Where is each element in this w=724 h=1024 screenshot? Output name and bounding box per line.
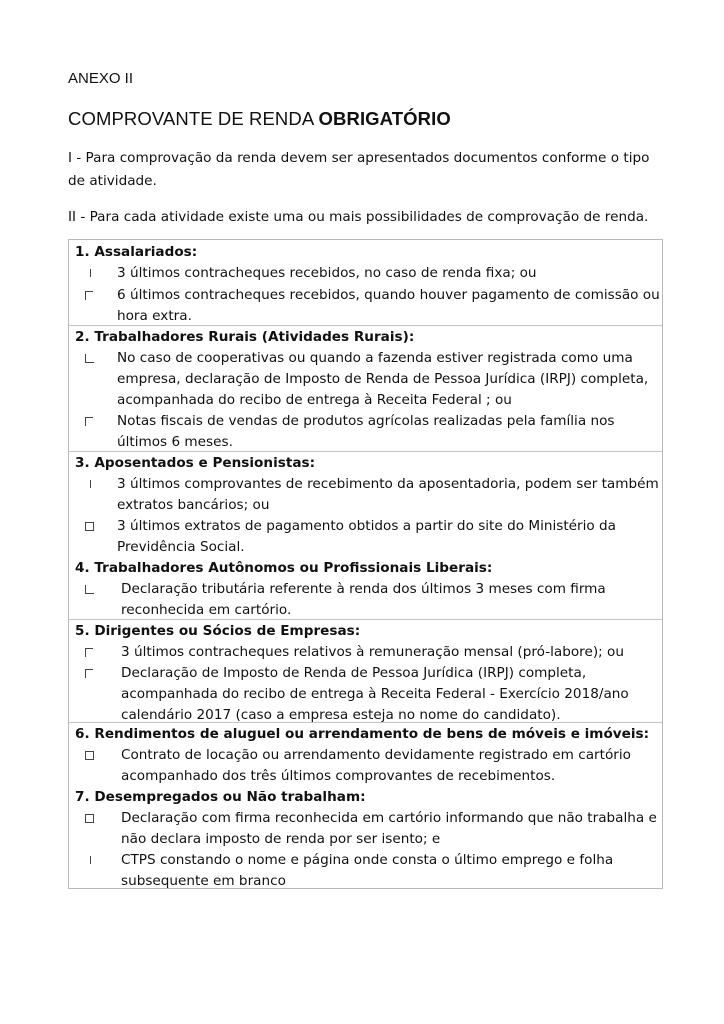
section-heading: 7. Desempregados ou Não trabalham: [75,789,366,805]
item-text: Declaração com firma reconhecida em cartório informando que não trabalha e não declara imposto de renda por ser isento; e [121,810,657,847]
annex-label: ANEXO II [68,70,134,87]
title-bold: OBRIGATÓRIO [318,108,451,129]
item-text: 3 últimos contracheques relativos à remuneração mensal (pró-labore); ou [121,644,624,660]
section-heading: 6. Rendimentos de aluguel ou arrendamento de bens de móveis e imóveis: [75,726,650,742]
section-5 [69,619,662,722]
bullet-icon [85,648,93,657]
bullet-icon [85,354,94,363]
section-heading: 2. Trabalhadores Rurais (Atividades Rurais): [75,329,415,345]
item-text: 6 últimos contracheques recebidos, quando houver pagamento de comissão ou hora extra. [117,287,660,324]
page-title [68,108,451,130]
item-text: 3 últimos comprovantes de recebimento da aposentadoria, podem ser também extratos bancários; ou [117,476,659,513]
intro-paragraph-1: I - Para comprovação da renda devem ser apresentados documentos conforme o tipo de atividade. [68,150,650,189]
item-text: 3 últimos extratos de pagamento obtidos a partir do site do Ministério da Previdência Social. [117,518,616,555]
bullet-icon [85,751,94,760]
bullet-icon [90,480,91,488]
bullet-icon [85,669,93,678]
item-text: Contrato de locação ou arrendamento devidamente registrado em cartório acompanhado dos três últimos comprovantes de recebimentos. [121,747,631,784]
item-text: Declaração de Imposto de Renda de Pessoa Jurídica (IRPJ) completa, acompanhada do recibo de entrega à Receita Federal - Exercício 2018/ano calendário 2017 (caso a empresa esteja no nome do candidato). [121,665,629,723]
item-text: Notas fiscais de vendas de produtos agrícolas realizadas pela família nos últimos 6 meses. [117,413,615,450]
item-text: CTPS constando o nome e página onde consta o último emprego e folha subsequente em branco [121,852,614,889]
bullet-icon [90,856,91,864]
income-proof-table [68,239,663,889]
title-normal: COMPROVANTE DE RENDA [68,108,314,129]
section-heading: 5. Dirigentes ou Sócios de Empresas: [75,623,361,639]
section-1 [69,240,662,324]
section-3-4 [69,451,662,618]
bullet-icon [85,417,93,426]
section-heading: 1. Assalariados: [75,244,198,260]
item-text: 3 últimos contracheques recebidos, no caso de renda fixa; ou [117,265,537,281]
section-heading: 3. Aposentados e Pensionistas: [75,455,316,471]
intro-paragraph-2: II - Para cada atividade existe uma ou mais possibilidades de comprovação de renda. [68,209,649,225]
bullet-icon [85,291,93,300]
item-text: No caso de cooperativas ou quando a fazenda estiver registrada como uma empresa, declaração de Imposto de Renda de Pessoa Jurídica (IRPJ) completa, acompanhada do recibo de entrega à Receita Federal ; ou [117,350,649,408]
bullet-icon [85,585,94,594]
section-heading: 4. Trabalhadores Autônomos ou Profissionais Liberais: [75,560,493,576]
item-text: Declaração tributária referente à renda dos últimos 3 meses com firma reconhecida em cartório. [121,581,606,618]
bullet-icon [90,269,91,277]
section-6-7 [69,722,662,889]
bullet-icon [85,522,94,531]
section-2 [69,325,662,450]
bullet-icon [85,814,94,823]
